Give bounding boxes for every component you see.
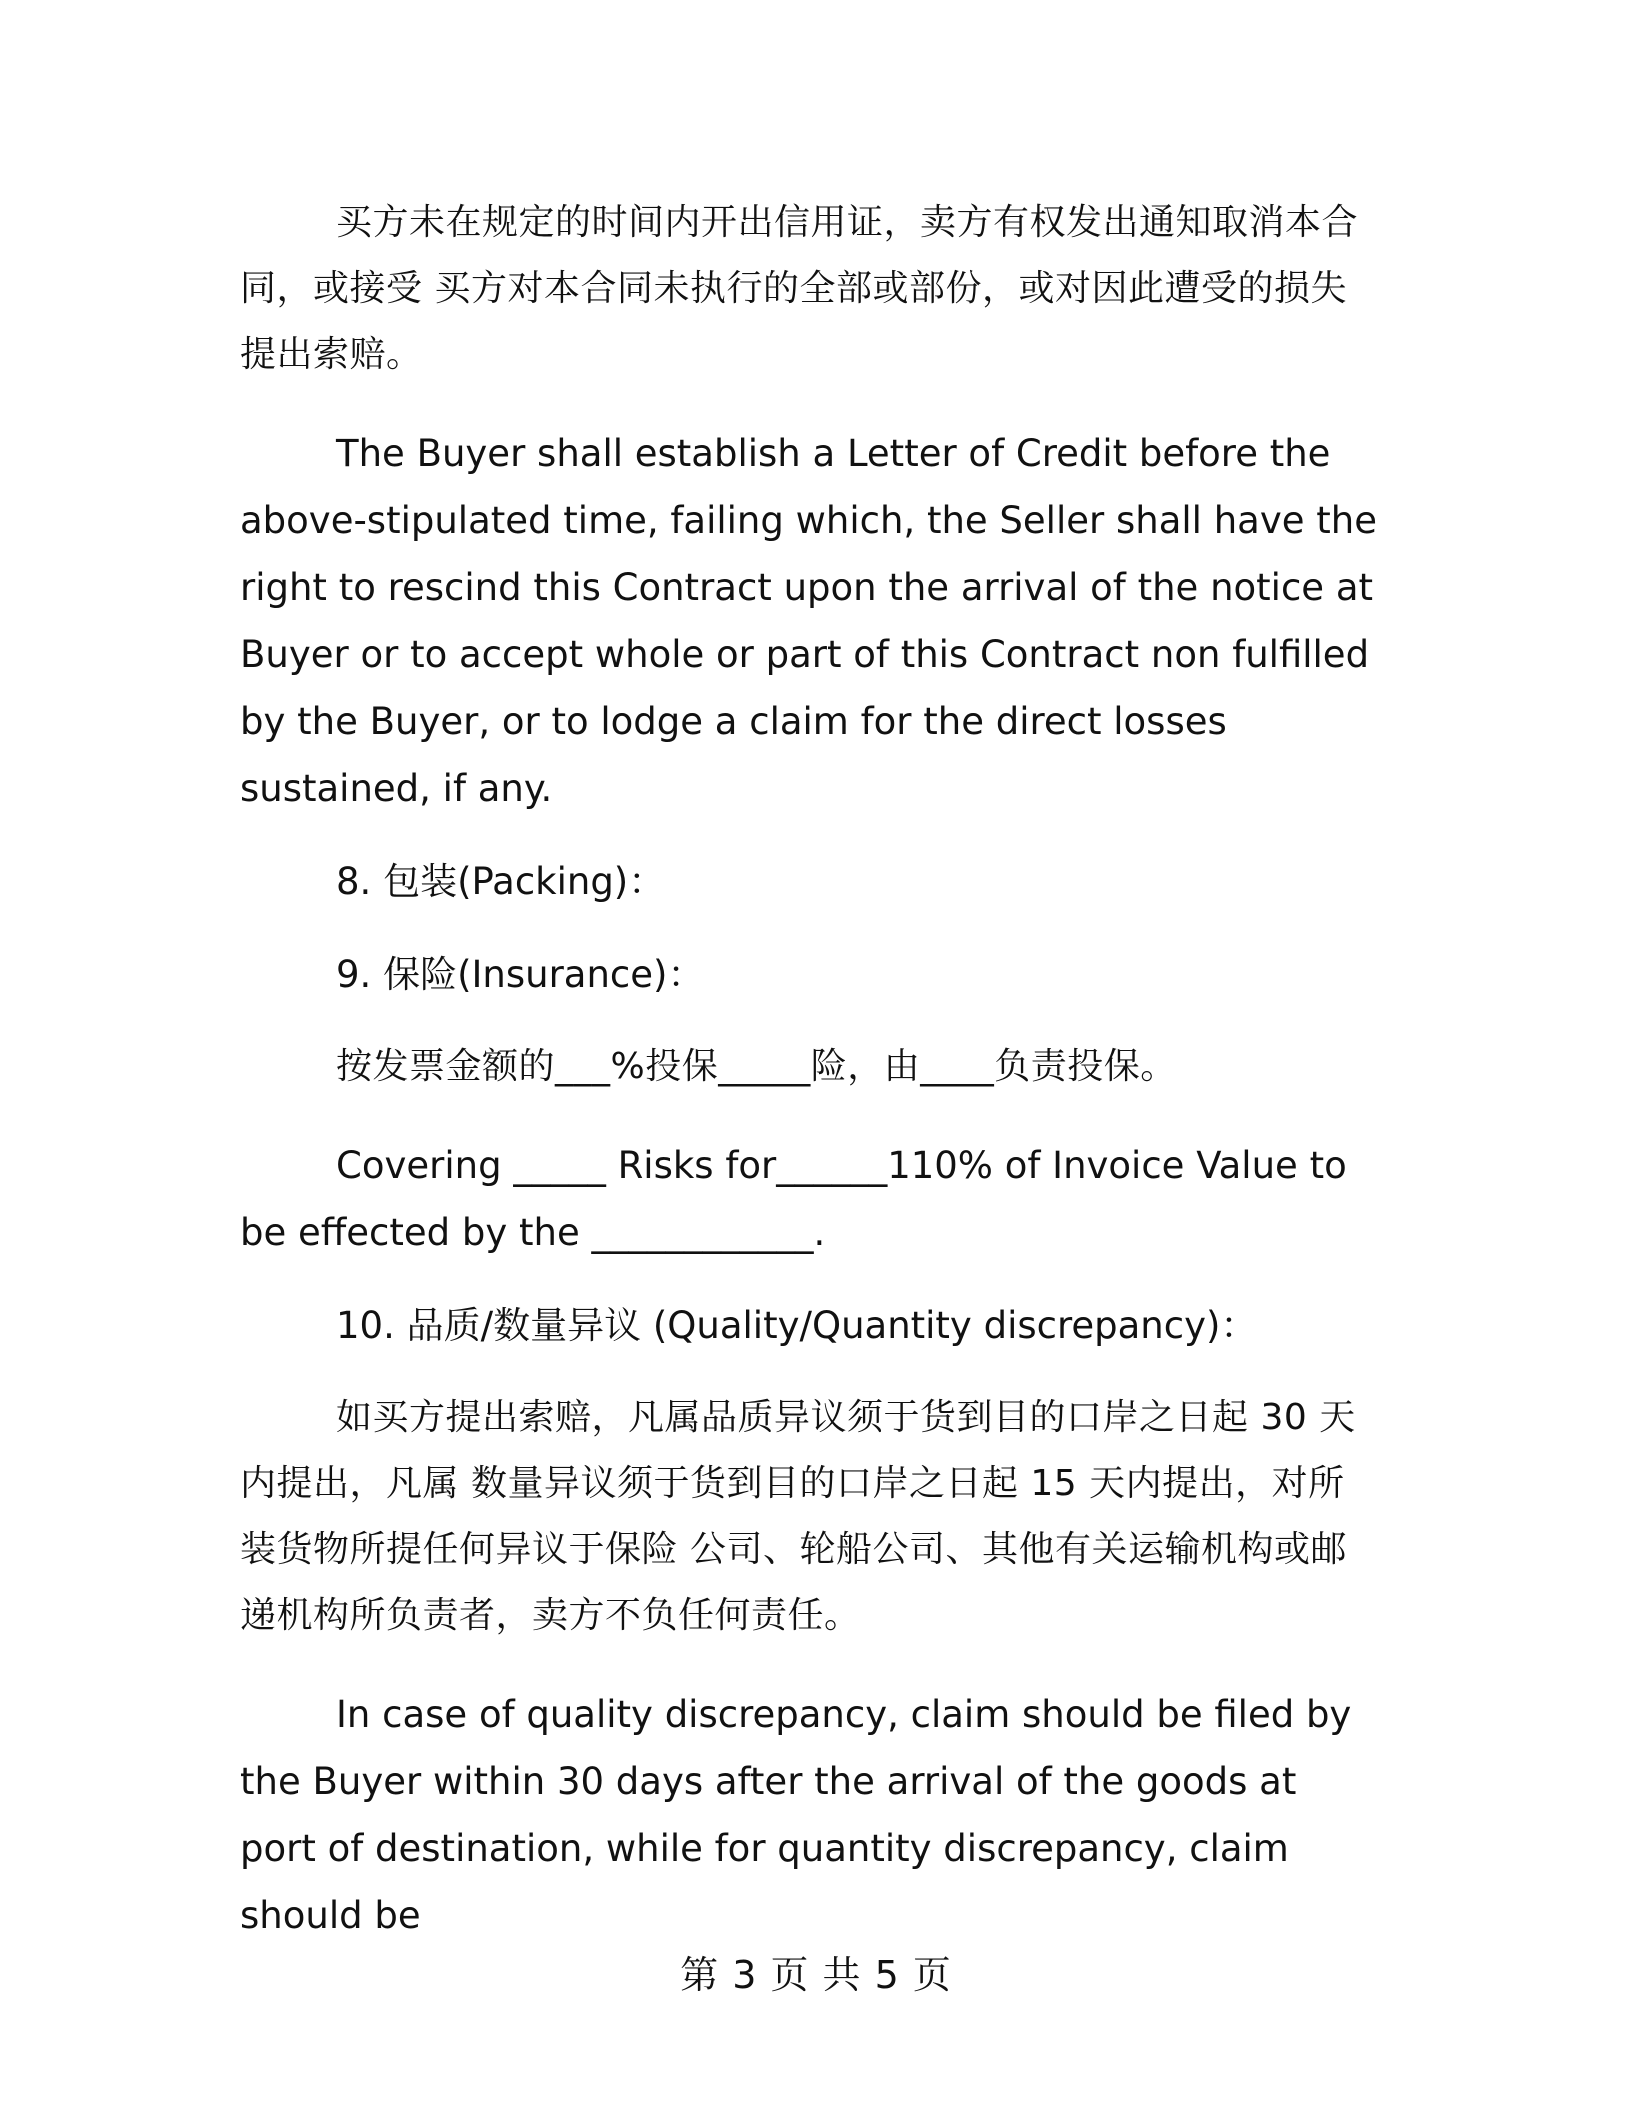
paragraph-discrepancy-zh: 如买方提出索赔，凡属品质异议须于货到目的口岸之日起 30 天内提出，凡属 数量异议须于货到目的口岸之日起 15 天内提出，对所装货物所提任何异议于保险 公司、轮船公司、其他有关运输机构或邮递机构所负责者，卖方不负任何责任。	[240, 1397, 1356, 1636]
section-heading-discrepancy: 10. 品质/数量异议 (Quality/Quantity discrepancy)：	[336, 1304, 1258, 1347]
paragraph-lc-cancellation-en: The Buyer shall establish a Letter of Credit before the above-stipulated time, failing which, the Seller shall have the right to rescind this Contract upon the arrival of the notice at Buyer or to accept whole or part of this Contract non fulfilled by the Buyer, or to lodge a claim for the direct losses sustained, if any.	[240, 432, 1377, 810]
paragraph-insurance-zh: 按发票金额的___%投保_____险，由____负责投保。	[336, 1046, 1177, 1087]
document-body	[240, 190, 1380, 1949]
section-heading-insurance: 9. 保险(Insurance)：	[336, 953, 705, 996]
page-number-footer: 第 3 页 共 5 页	[680, 1953, 952, 1997]
paragraph-discrepancy-en: In case of quality discrepancy, claim should be filed by the Buyer within 30 days after the arrival of the goods at port of destination, while for quantity discrepancy, claim should be	[240, 1693, 1352, 1937]
paragraph-lc-cancellation-zh: 买方未在规定的时间内开出信用证，卖方有权发出通知取消本合同，或接受 买方对本合同未执行的全部或部份，或对因此遭受的损失提出索赔。	[240, 202, 1359, 375]
paragraph-insurance-en: Covering _____ Risks for______110% of Invoice Value to be effected by the ____________.	[240, 1144, 1347, 1254]
section-heading-packing: 8. 包装(Packing)：	[336, 860, 666, 903]
